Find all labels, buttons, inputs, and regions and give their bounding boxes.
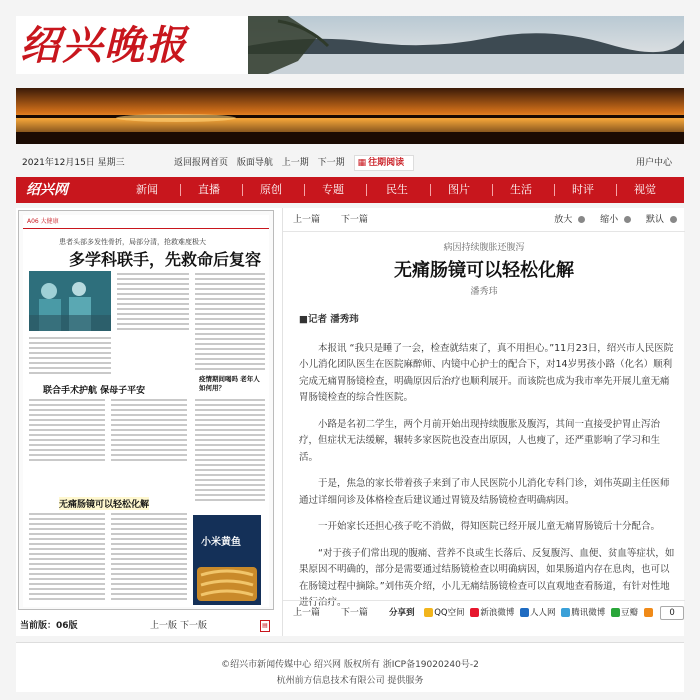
site-brand-logo[interactable]: 绍兴网 <box>26 182 68 198</box>
nav-item-livelihood[interactable]: 民生 <box>386 183 408 196</box>
article-paragraph: “对于孩子们常出现的腹痛、营养不良或生长落后、反复腹泻、血便、贫血等症状，如果原因不明确的，部分是需要通过结肠镜检查以明确病因，如果肠道内存在息肉，也可以在肠镜过程中摘除。”刘伟英介绍，小儿无痛结肠镜检查可以直观地查看肠道，有针对性地进行治疗。 <box>299 547 675 608</box>
article-paragraph: 本报讯 “我只是睡了一会，检查就结束了，真不用担心。”11月23日，绍兴市人民医院小儿消化团队医生在医院麻醉师、内镜中心护士的配合下，对14岁男孩小路（化名）顺利完成无痛胃肠镜检查，明确原因后治疗也顺利展开。而该院也成为我市率先开展儿童无痛胃肠镜检查的综合性医院。 <box>299 342 674 403</box>
page-thumbnail-panel <box>16 208 278 636</box>
thumbnail-text-block <box>195 273 265 373</box>
user-center-link[interactable]: 用户中心 <box>635 158 672 168</box>
font-size-controls <box>542 208 677 232</box>
share-douban[interactable]: 豆瓣 <box>608 608 638 618</box>
default-size-button[interactable]: 默认 <box>640 215 677 225</box>
thumbnail-text-block <box>29 513 105 603</box>
zoom-out-button[interactable]: 缩小 <box>594 215 631 225</box>
thumbnail-text-block <box>29 337 111 377</box>
article-share-bar <box>283 600 685 624</box>
page-thumbnail[interactable] <box>18 210 274 610</box>
main-content <box>16 208 684 636</box>
thumbnail-text-block <box>29 399 105 464</box>
next-article-link-bottom[interactable]: 下一篇 <box>340 608 368 618</box>
next-issue-link[interactable]: 下一期 <box>317 158 345 168</box>
nav-divider <box>304 184 305 196</box>
article-paragraph: 一开始家长还担心孩子吃不消做，得知医院已经开展儿童无痛胃肠镜后十分配合。 <box>318 521 661 532</box>
nav-item-live[interactable]: 直播 <box>198 183 220 196</box>
article-title: 无痛肠镜可以轻松化解 <box>394 260 574 281</box>
share-buttons <box>389 601 684 625</box>
thumbnail-current-article[interactable]: 无痛肠镜可以轻松化解 <box>59 497 149 510</box>
nav-item-original[interactable]: 原创 <box>260 183 282 196</box>
thumbnail-text-block <box>117 273 189 333</box>
thumbnail-advertisement[interactable] <box>193 515 261 605</box>
page-pagination <box>18 618 274 634</box>
zoom-out-icon <box>624 216 631 223</box>
nav-item-news[interactable]: 新闻 <box>136 183 158 196</box>
thumbnail-headline-2[interactable]: 联合手术护航 保母子平安 <box>43 386 146 396</box>
surgery-photo <box>29 271 111 331</box>
share-weibo[interactable]: 新浪微博 <box>467 608 514 618</box>
nav-item-visual[interactable]: 视觉 <box>634 183 656 196</box>
banner-landscape-image <box>248 16 684 74</box>
nav-item-commentary[interactable]: 时评 <box>572 183 594 196</box>
prev-article-link-bottom[interactable]: 上一篇 <box>293 608 321 618</box>
newspaper-page-preview <box>23 215 269 607</box>
nav-divider <box>242 184 243 196</box>
main-navigation <box>16 177 684 203</box>
share-qzone[interactable]: QQ空间 <box>421 608 464 618</box>
reporter-line: ■记者 潘秀玮 <box>299 314 359 325</box>
prev-page-link[interactable]: 上一版 <box>150 621 178 631</box>
copyright-line: ©绍兴市新闻传媒中心 绍兴网 版权所有 浙ICP备19020240号-2 <box>221 660 479 670</box>
qzone-icon <box>424 608 433 617</box>
banner-sunset-image <box>16 88 684 144</box>
current-page-label: 当前版：06版 <box>20 621 78 631</box>
nav-item-topics[interactable]: 专题 <box>322 183 344 196</box>
share-renren[interactable]: 人人网 <box>517 608 556 618</box>
archive-link[interactable]: ▦ 往期阅读 <box>354 155 415 171</box>
thumbnail-header: A06 大健康 <box>23 215 269 229</box>
article-paragraph: 于是，焦急的家长带着孩子来到了市人民医院小儿消化专科门诊，刘伟英副主任医师通过详细问诊及体格检查后建议通过胃镜及结肠镜检查明确病因。 <box>299 478 670 506</box>
nav-divider <box>430 184 431 196</box>
renren-icon <box>520 608 529 617</box>
date-navigation-bar <box>16 152 684 174</box>
article-panel <box>282 208 684 636</box>
tencent-weibo-icon <box>561 608 570 617</box>
default-size-icon <box>670 216 677 223</box>
next-article-link[interactable]: 下一篇 <box>340 215 368 225</box>
nav-divider <box>492 184 493 196</box>
issue-links <box>174 152 420 174</box>
zoom-in-button[interactable]: 放大 <box>548 215 585 225</box>
prev-article-link[interactable]: 上一篇 <box>293 215 321 225</box>
thumbnail-headline[interactable]: 多学科联手，先救命后复容 <box>69 250 262 269</box>
article-toolbar <box>283 208 685 232</box>
more-share-icon[interactable] <box>644 608 653 617</box>
article-subtitle: 病因持续腹胀还腹泻 <box>443 243 525 253</box>
nav-divider <box>180 184 181 196</box>
nav-divider <box>366 184 367 196</box>
weibo-icon <box>470 608 479 617</box>
article-paragraph: 小路是名初二学生，两个月前开始出现持续腹胀及腹泻，其间一直接受护胃止泻治疗，但症状无法缓解，辗转多家医院也没查出原因，人也瘦了，还严重影响了学习和生活。 <box>299 418 661 463</box>
prev-issue-link[interactable]: 上一期 <box>281 158 309 168</box>
newspaper-logo[interactable]: 绍兴晚报 <box>20 22 188 69</box>
pdf-download-icon[interactable]: ▤ <box>260 620 270 632</box>
thumbnail-headline-3[interactable]: 疫情期间喝吗 老年人如何用？ <box>199 375 260 392</box>
archive-icon: ▦ <box>357 158 367 168</box>
masthead <box>16 16 684 74</box>
issue-date: 2021年12月15日 星期三 <box>22 158 125 168</box>
zoom-in-icon <box>578 216 585 223</box>
service-provider-line: 杭州前方信息技术有限公司 提供服务 <box>276 676 424 686</box>
thumbnail-text-block <box>111 399 187 464</box>
nav-divider <box>616 184 617 196</box>
page-nav-link[interactable]: 版面导航 <box>236 158 273 168</box>
home-link[interactable]: 返回报网首页 <box>174 158 229 168</box>
thumbnail-text-block <box>111 513 187 603</box>
article-body <box>299 312 677 608</box>
nav-item-life[interactable]: 生活 <box>510 183 532 196</box>
thumbnail-headline-sub: 患者头部多发性骨折，局部分清，抢救难度极大 <box>59 238 206 246</box>
share-count: 0 <box>660 606 683 620</box>
next-page-link[interactable]: 下一版 <box>180 621 208 631</box>
nav-divider <box>554 184 555 196</box>
article-author: 潘秀玮 <box>470 287 498 297</box>
page-footer <box>16 642 684 692</box>
douban-icon <box>611 608 620 617</box>
nav-item-photos[interactable]: 图片 <box>448 183 470 196</box>
ad-title: 小米黄鱼 <box>201 537 241 548</box>
share-label: 分享到 <box>389 608 415 618</box>
share-tencent-weibo[interactable]: 腾讯微博 <box>558 608 605 618</box>
thumbnail-text-block <box>195 399 265 504</box>
